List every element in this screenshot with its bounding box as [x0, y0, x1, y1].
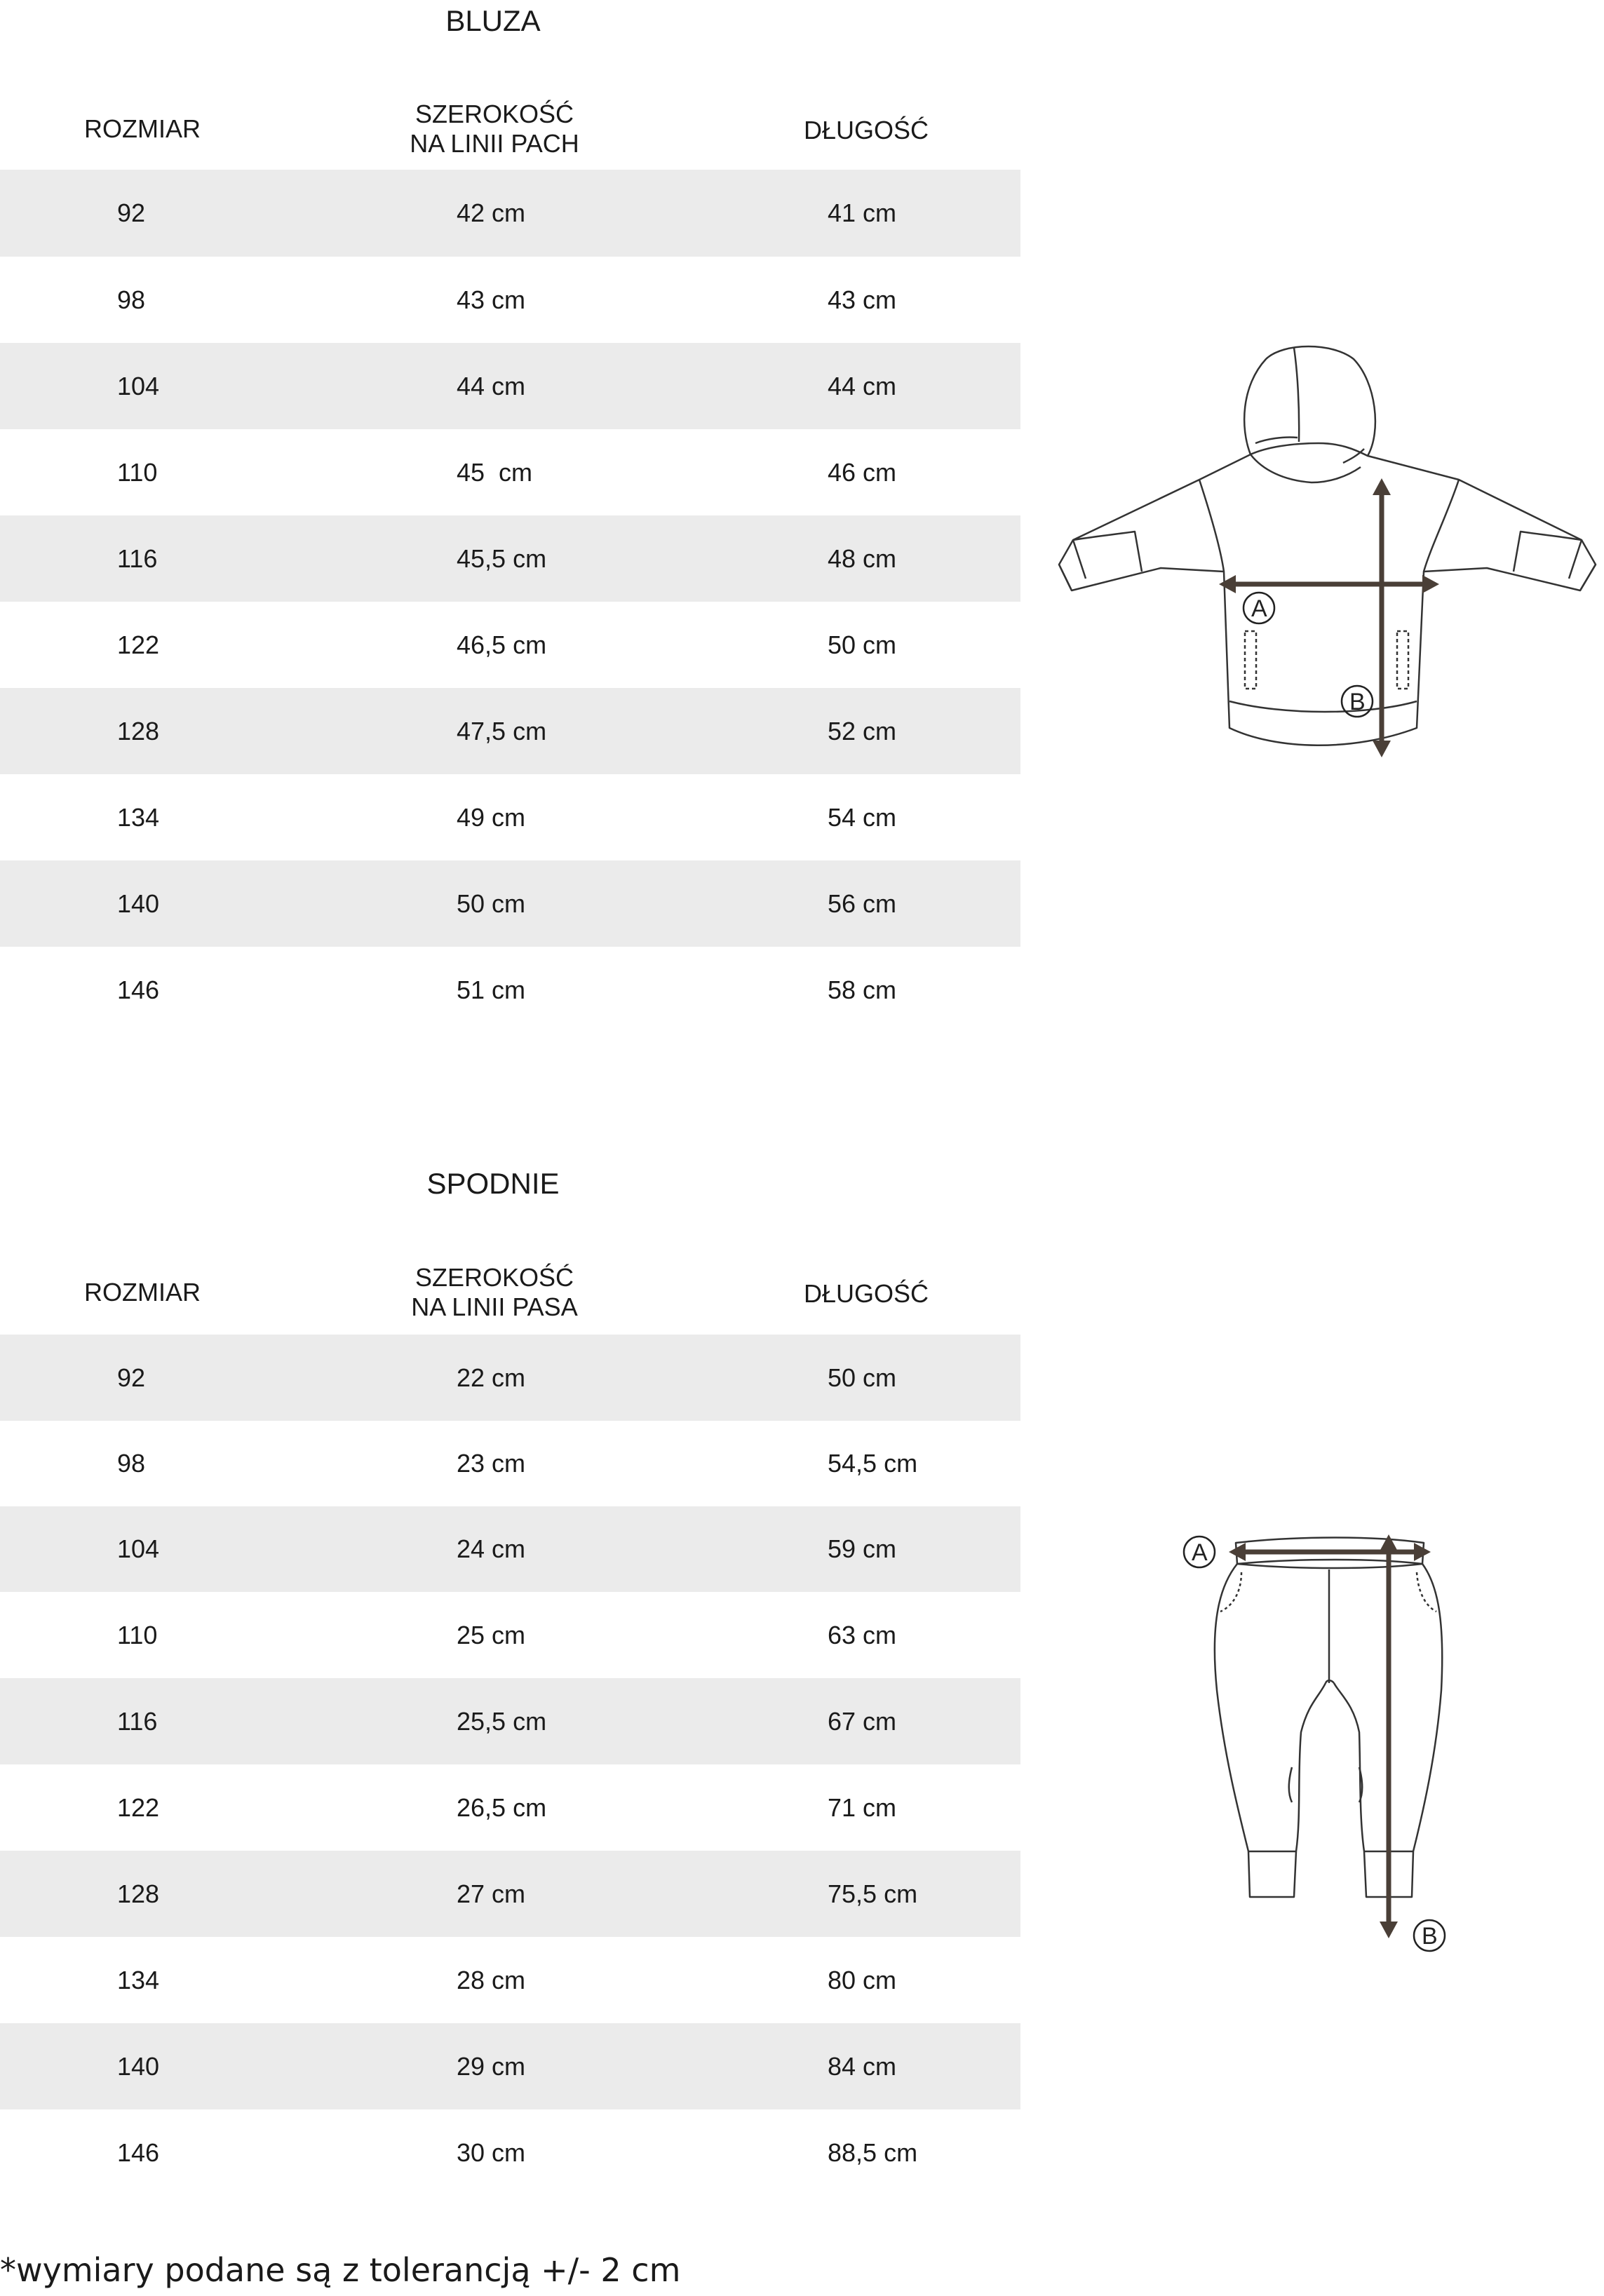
pants-header-width-line1: SZEROKOŚĆ: [415, 1263, 574, 1292]
length-cell: 48 cm: [828, 544, 897, 573]
size-cell: 92: [117, 1363, 146, 1392]
size-cell: 104: [117, 372, 160, 400]
tolerance-footnote: *wymiary podane są z tolerancją +/- 2 cm: [0, 2251, 681, 2289]
length-cell: 46 cm: [828, 458, 897, 487]
width-cell: 51 cm: [457, 975, 526, 1004]
left-pocket: [1245, 631, 1256, 689]
arrowhead-bottom: [1373, 741, 1391, 757]
length-cell: 67 cm: [828, 1707, 897, 1736]
hood-seam: [1294, 348, 1299, 442]
length-cell: 75,5 cm: [828, 1879, 918, 1908]
table-row: [0, 515, 1020, 602]
sweatshirt-header-width-line2: NA LINII PACH: [410, 129, 579, 158]
length-cell: 43 cm: [828, 285, 897, 314]
pants-header-size: ROZMIAR: [84, 1278, 201, 1306]
size-cell: 98: [117, 1449, 146, 1478]
hood-outline: [1244, 346, 1375, 456]
pants-label-a: A: [1192, 1539, 1208, 1566]
size-cell: 104: [117, 1534, 160, 1563]
length-cell: 88,5 cm: [828, 2138, 918, 2167]
table-row: [0, 1421, 1020, 1506]
sweatshirt-header-length: DŁUGOŚĆ: [803, 116, 929, 144]
sweatshirt-header-size: ROZMIAR: [84, 114, 201, 143]
pants-left-leg: [1215, 1564, 1326, 1897]
table-row: [0, 2109, 1020, 2196]
width-cell: 29 cm: [457, 2052, 526, 2081]
size-cell: 134: [117, 803, 160, 832]
length-cell: 71 cm: [828, 1793, 897, 1822]
width-cell: 47,5 cm: [457, 717, 547, 745]
table-row: [0, 343, 1020, 429]
table-row: [0, 1764, 1020, 1851]
size-cell: 140: [117, 2052, 160, 2081]
pants-arrowhead-bottom: [1380, 1922, 1398, 1938]
pants-header-length: DŁUGOŚĆ: [803, 1279, 929, 1308]
table-row: [0, 2023, 1020, 2109]
hoodie-measurement-diagram: [1052, 344, 1604, 778]
width-cell: 25,5 cm: [457, 1707, 547, 1736]
width-cell: 28 cm: [457, 1966, 526, 1994]
size-cell: 122: [117, 630, 160, 659]
table-row: [0, 1678, 1020, 1764]
width-cell: 45 cm: [457, 458, 533, 487]
size-cell: 134: [117, 1966, 160, 1994]
size-cell: 122: [117, 1793, 160, 1822]
right-cuff: [1514, 532, 1596, 590]
length-cell: 44 cm: [828, 372, 897, 400]
sweatshirt-header-width: [379, 100, 610, 158]
label-a: A: [1251, 595, 1267, 622]
width-cell: 22 cm: [457, 1363, 526, 1392]
pants-header-width: [379, 1263, 610, 1322]
size-cell: 128: [117, 717, 160, 745]
length-cell: 58 cm: [828, 975, 897, 1004]
length-cell: 52 cm: [828, 717, 897, 745]
width-cell: 50 cm: [457, 889, 526, 918]
width-cell: 25 cm: [457, 1621, 526, 1649]
sweatshirt-section-title: BLUZA: [445, 4, 541, 37]
length-cell: 59 cm: [828, 1534, 897, 1563]
width-cell: 45,5 cm: [457, 544, 547, 573]
pants-right-pocket: [1417, 1572, 1436, 1612]
pants-measurement-diagram: [1171, 1522, 1466, 1957]
length-cell: 50 cm: [828, 1363, 897, 1392]
size-cell: 146: [117, 2138, 160, 2167]
table-row: [0, 1335, 1020, 1421]
size-cell: 110: [117, 458, 158, 487]
size-cell: 146: [117, 975, 160, 1004]
width-cell: 26,5 cm: [457, 1793, 547, 1822]
table-row: [0, 257, 1020, 343]
width-cell: 23 cm: [457, 1449, 526, 1478]
pants-section-title: SPODNIE: [426, 1167, 560, 1200]
pants-header-width-line2: NA LINII PASA: [411, 1292, 578, 1321]
width-cell: 24 cm: [457, 1534, 526, 1563]
pants-arrowhead-top: [1380, 1534, 1398, 1551]
table-row: [0, 602, 1020, 688]
size-cell: 116: [117, 1707, 158, 1736]
label-b: B: [1349, 689, 1366, 715]
length-cell: 63 cm: [828, 1621, 897, 1649]
sweatshirt-header-width-line1: SZEROKOŚĆ: [415, 100, 574, 128]
right-pocket: [1397, 631, 1408, 689]
table-row: [0, 1937, 1020, 2023]
size-cell: 92: [117, 198, 146, 227]
size-cell: 98: [117, 285, 146, 314]
width-cell: 46,5 cm: [457, 630, 547, 659]
width-cell: 30 cm: [457, 2138, 526, 2167]
size-cell: 140: [117, 889, 160, 918]
arrowhead-left: [1219, 575, 1236, 593]
table-row: [0, 170, 1020, 257]
pants-left-pocket: [1220, 1572, 1241, 1612]
arrowhead-top: [1373, 478, 1391, 495]
table-row: [0, 1592, 1020, 1678]
table-row: [0, 429, 1020, 515]
length-cell: 80 cm: [828, 1966, 897, 1994]
table-row: [0, 688, 1020, 774]
table-row: [0, 947, 1020, 1033]
length-cell: 54,5 cm: [828, 1449, 918, 1478]
waistband-line: [1229, 701, 1417, 712]
length-cell: 54 cm: [828, 803, 897, 832]
size-cell: 110: [117, 1621, 158, 1649]
table-row: [0, 1851, 1020, 1937]
table-row: [0, 774, 1020, 860]
table-row: [0, 860, 1020, 947]
width-cell: 44 cm: [457, 372, 526, 400]
length-cell: 56 cm: [828, 889, 897, 918]
width-cell: 42 cm: [457, 198, 526, 227]
size-cell: 128: [117, 1879, 160, 1908]
left-cuff: [1059, 532, 1142, 590]
table-row: [0, 1506, 1020, 1592]
arrowhead-right: [1422, 575, 1439, 593]
length-cell: 41 cm: [828, 198, 897, 227]
length-cell: 84 cm: [828, 2052, 897, 2081]
length-cell: 50 cm: [828, 630, 897, 659]
width-cell: 49 cm: [457, 803, 526, 832]
size-cell: 116: [117, 544, 158, 573]
hoodie-body-outline: [1059, 454, 1596, 745]
width-cell: 43 cm: [457, 285, 526, 314]
width-cell: 27 cm: [457, 1879, 526, 1908]
pants-label-b: B: [1422, 1923, 1438, 1950]
